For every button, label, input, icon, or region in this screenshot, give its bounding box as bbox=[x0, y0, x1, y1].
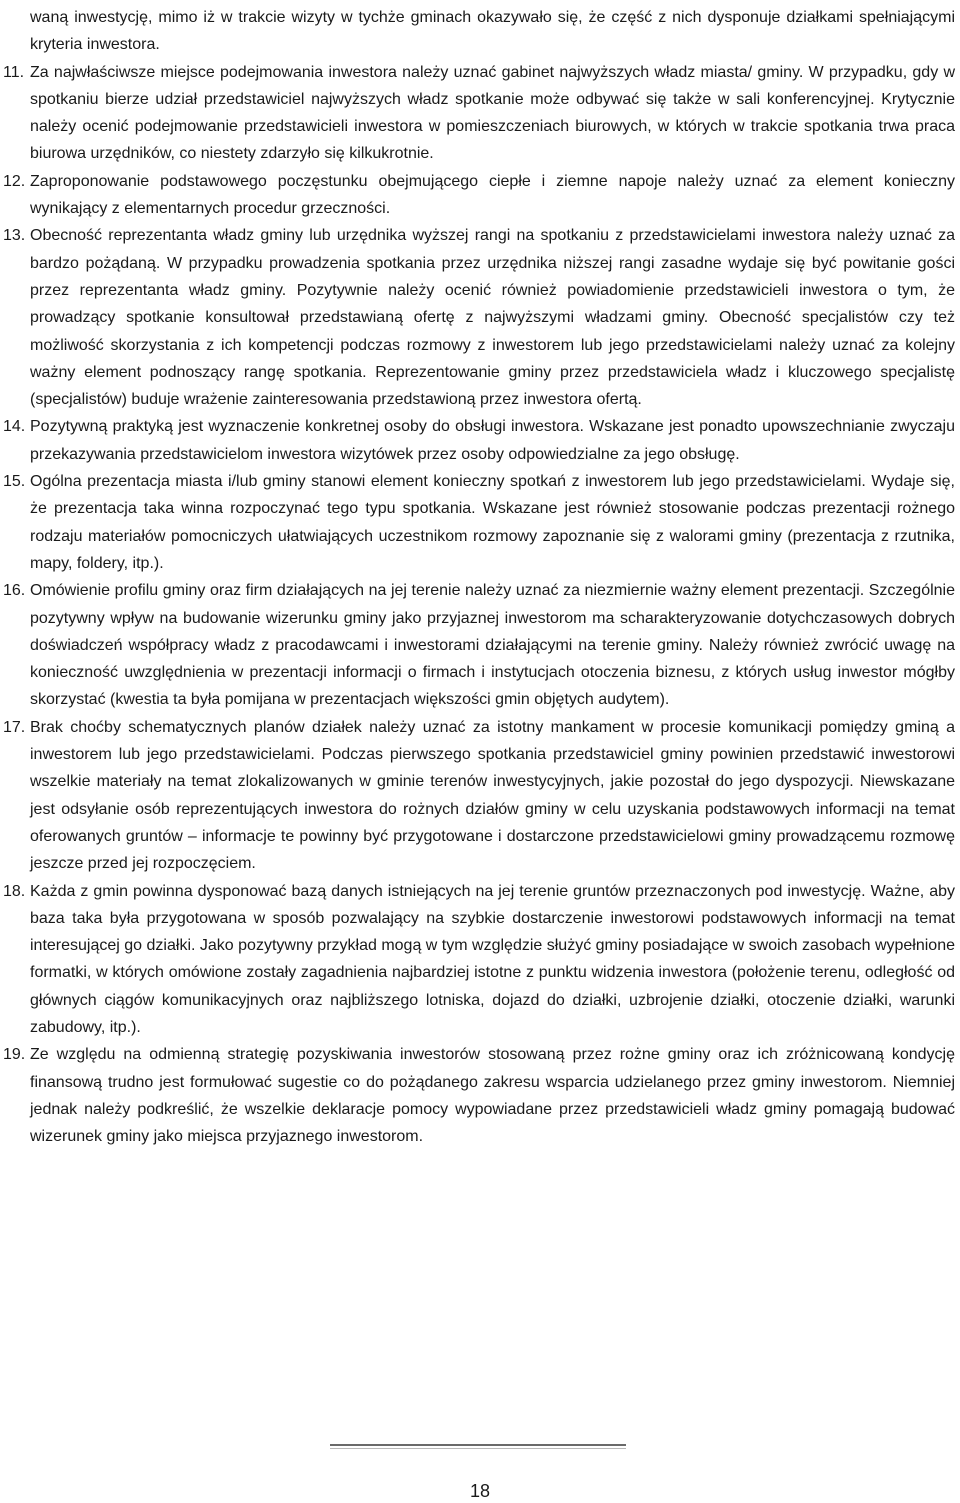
list-item-text: Każda z gmin powinna dysponować bazą danych istniejących na jej terenie gruntów przeznaczonych pod inwestycję. Ważne, aby baza taka była przygotowana w sposób pozwalający na szybkie dostarczenie inwestorowi podstawowych informacji na temat interesującej go działki. Jako pozytywny przykład mogą w tym względzie służyć gminy posiadające w swoich zasobach wypełnione formatki, w których omówione zostały zagadnienia najbardziej istotne z punktu widzenia inwestora (położenie terenu, odległość od głównych ciągów komunikacyjnych oraz najbliższego lotniska, dojazd do działki, uzbrojenie działki, otoczenie działki, warunki zabudowy, itp.). bbox=[30, 882, 955, 1036]
list-item bbox=[0, 168, 955, 223]
footer-divider-shadow bbox=[330, 1448, 626, 1449]
list-item bbox=[0, 413, 955, 468]
list-item-text: Ogólna prezentacja miasta i/lub gminy stanowi element konieczny spotkań z inwestorem lub jego przedstawicielami. Wydaje się, że prezentacja taka winna rozpoczynać tego typu spotkania. Wskazane jest również stosowanie podczas prezentacji rożnego rodzaju materiałów pomocniczych ułatwiających uczestnikom rozmowy zapoznanie się z walorami gminy (prezentacja z rzutnika, mapy, foldery, itp.). bbox=[30, 473, 955, 572]
list-item-number: 13. bbox=[3, 227, 26, 245]
list-item-text: Za najwłaściwsze miejsce podejmowania inwestora należy uznać gabinet najwyższych władz miasta/ gminy. W przypadku, gdy w spotkaniu bierze udział przedstawiciel najwyższych władz spotkanie może odbywać się także w sali konferencyjnej. Krytycznie należy ocenić podejmowanie przedstawicieli inwestora w pomieszczeniach biurowych, w których w trakcie spotkania trwa praca biurowa urzędników, co niestety zdarzyło się kilkukrotnie. bbox=[30, 63, 955, 163]
list-item-number: 11. bbox=[3, 63, 25, 81]
list-item bbox=[0, 59, 955, 168]
list-item-text: Ze względu na odmienną strategię pozyskiwania inwestorów stosowaną przez rożne gminy oraz ich zróżnicowaną kondycję finansową trudno jest formułować sugestie co do pożądanego zakresu wsparcia udzielanego przez gminy inwestorom. Niemniej jednak należy podkreślić, że wszelkie deklaracje pomocy wypowiadane przez przedstawicieli władz gminy pomagają budować wizerunek gminy jako miejsca przyjaznego inwestorom. bbox=[30, 1046, 955, 1146]
list-item-number: 14. bbox=[3, 418, 26, 436]
list-item bbox=[0, 222, 955, 413]
footer-divider bbox=[330, 1444, 626, 1446]
list-item-number: 19. bbox=[3, 1046, 26, 1064]
list-item bbox=[0, 878, 955, 1042]
list-item bbox=[0, 468, 955, 577]
list-item bbox=[0, 577, 955, 713]
list-item bbox=[0, 1041, 955, 1150]
numbered-list bbox=[0, 59, 960, 1151]
page-number: 18 bbox=[469, 1481, 491, 1501]
list-item-number: 18. bbox=[3, 882, 26, 900]
intro-paragraph: waną inwestycję, mimo iż w trakcie wizyty w tychże gminach okazywało się, że część z nich dysponuje działkami spełniającymi kryteria inwestora. bbox=[30, 9, 955, 54]
list-item-number: 12. bbox=[3, 172, 26, 190]
list-item-text: Obecność reprezentanta władz gminy lub urzędnika wyższej rangi na spotkaniu z przedstawicielami inwestora należy uznać za bardzo pożądaną. W przypadku prowadzenia spotkania przez urzędnika niższej rangi zasadne wydaje się być powitanie gości przez reprezentanta władz gminy. Pozytywnie należy ocenić również powiadomienie przedstawicieli inwestora o tym, że prowadzący spotkanie konsultował przedstawianą ofertę z najwyższymi władzami gminy. Obecność specjalistów czy też możliwość skorzystania z ich kompetencji podczas rozmowy z inwestorem lub jego przedstawicielami należy uznać za kolejny ważny element podnoszący rangę spotkania. Reprezentowanie gminy przez przedstawiciela władz i kluczowego specjalistę (specjalistów) buduje wrażenie zainteresowania przedstawioną przez inwestora ofertą. bbox=[30, 227, 955, 409]
list-item bbox=[0, 714, 955, 878]
list-item-text: Zaproponowanie podstawowego poczęstunku obejmującego ciepłe i ziemne napoje należy uznać za element konieczny wynikający z elementarnych procedur grzeczności. bbox=[30, 172, 955, 218]
list-item-number: 16. bbox=[3, 582, 26, 600]
list-item-text: Brak choćby schematycznych planów działek należy uznać za istotny mankament w procesie komunikacji pomiędzy gminą a inwestorem lub jego przedstawicielami. Podczas pierwszego spotkania przedstawiciel gminy powinien przedstawić inwestorowi wszelkie materiały na temat zlokalizowanych w gminie terenów inwestycyjnych, jakie pozostał do jego dyspozycji. Niewskazane jest odsyłanie osób reprezentujących inwestora do rożnych działów gminy w celu uzyskania podstawowych informacji na temat oferowanych gruntów – informacje te powinny być przygotowane i dostarczone przedstawicielowi gminy prowadzącemu rozmowę jeszcze przed jej rozpoczęciem. bbox=[30, 718, 955, 873]
list-item-text: Pozytywną praktyką jest wyznaczenie konkretnej osoby do obsługi inwestora. Wskazane jest ponadto upowszechnianie zwyczaju przekazywania przedstawicielom inwestora wizytówek przez osoby odpowiedzialne za jego obsługę. bbox=[30, 418, 955, 463]
list-item-number: 17. bbox=[3, 718, 26, 736]
list-item-text: Omówienie profilu gminy oraz firm działających na jej terenie należy uznać za niezmiernie ważny element prezentacji. Szczególnie pozytywny wpływ na budowanie wizerunku gminy jako przyjaznej inwestorom ma scharakteryzowanie dotychczasowych dobrych doświadczeń współpracy władz z pracodawcami i inwestorami działającymi na terenie gminy. Należy również zwrócić uwagę na konieczność uwzględnienia w prezentacji informacji o firmach i instytucjach otoczenia biznesu, z których usług inwestor mógłby skorzystać (kwestia ta była pomijana w prezentacjach większości gmin objętych audytem). bbox=[30, 582, 955, 709]
list-item-number: 15. bbox=[3, 473, 26, 491]
